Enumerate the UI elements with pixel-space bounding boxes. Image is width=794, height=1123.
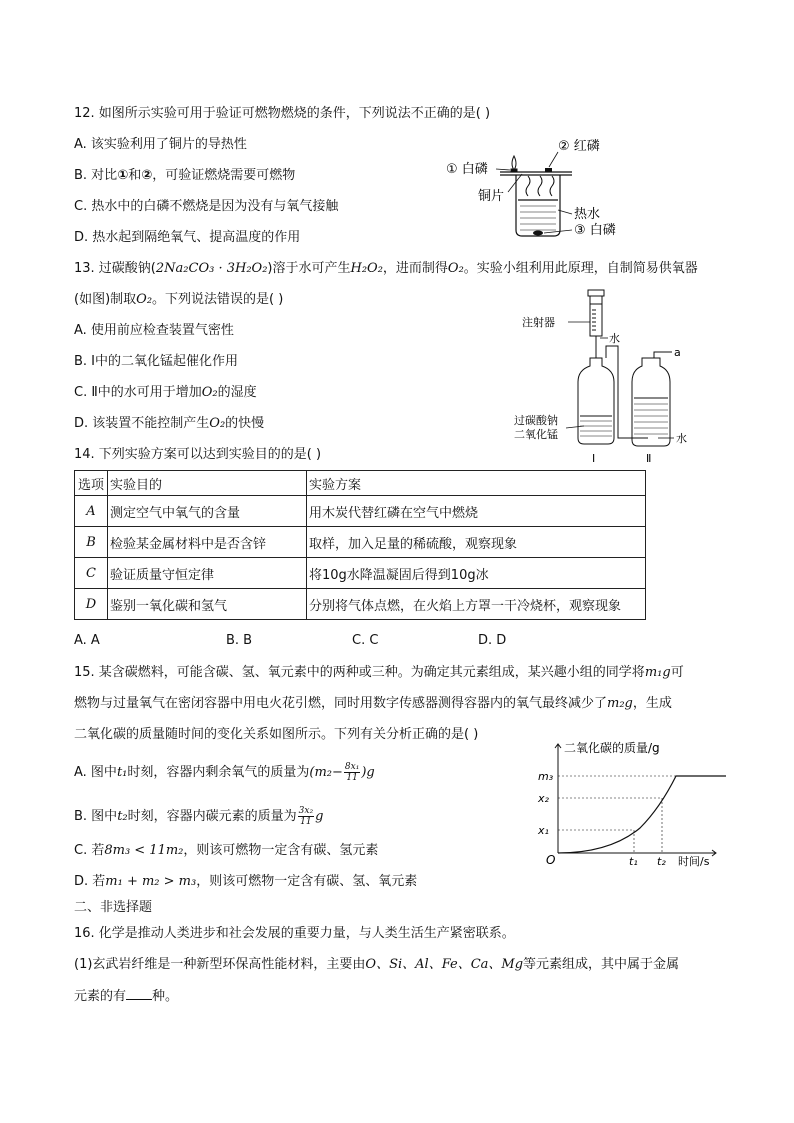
q15-line-3: 二氧化碳的质量随时间的变化关系如图所示。下列有关分析正确的是( ) <box>74 727 479 742</box>
q12-option-d: D. 热水起到隔绝氧气、提高温度的作用 <box>74 230 301 245</box>
bottle-2 <box>632 352 672 446</box>
fig-label-red-phosphorus: ② 红磷 <box>558 139 600 154</box>
steam-lines <box>526 176 554 196</box>
red-phosphorus <box>545 168 552 172</box>
fig-label-copper: 铜片 <box>478 189 505 204</box>
label-reagent-1: 过碳酸钠 <box>514 414 558 427</box>
submerged-white-phosphorus <box>533 231 543 236</box>
tick-t2: t₂ <box>657 855 666 868</box>
tick-x1: x₁ <box>538 824 549 837</box>
q16-part-1: (1)玄武岩纤维是一种新型环保高性能材料，主要由O、Si、Al、Fe、Ca、Mg等元素组成，其中属于金属 <box>74 957 680 972</box>
chart-ylabel: 二氧化碳的质量/g <box>564 741 660 755</box>
chart-xlabel: 时间/s <box>678 855 710 868</box>
q14-choice-a: A. A <box>74 633 100 648</box>
label-water-1: 水 <box>609 332 620 345</box>
table-row: C 验证质量守恒定律 将10g水降温凝固后得到10g冰 <box>75 558 646 589</box>
q15-line-1: 15. 某含碳燃料，可能含碳、氢、氧元素中的两种或三种。为确定其元素组成，某兴趣小组的同学将m₁g可 <box>74 665 684 680</box>
q15-option-b: B. 图中t₂时刻，容器内碳元素的质量为 $\frac{\text{3x₂}}{11}$ g <box>74 806 324 827</box>
bottle-1 <box>578 358 614 444</box>
q14-choice-b: B. B <box>226 633 253 648</box>
tick-t1: t₁ <box>629 855 638 868</box>
tick-x2: x₂ <box>538 792 549 805</box>
co2-curve <box>558 776 726 853</box>
syringe <box>588 290 604 358</box>
label-water-2: 水 <box>676 432 687 445</box>
header-plan: 实验方案 <box>307 471 646 496</box>
fig-label-white-phosphorus-3: ③ 白磷 <box>574 223 616 238</box>
q13-option-b: B. Ⅰ中的二氧化锰起催化作用 <box>74 354 239 369</box>
chart-origin: O <box>546 853 556 867</box>
q16-part-1-cont: 元素的有 种。 <box>74 989 179 1004</box>
table-header-row <box>75 471 646 496</box>
q12-option-a: A. 该实验利用了铜片的导热性 <box>74 137 247 152</box>
q14-stem: 14. 下列实验方案可以达到实验目的的是( ) <box>74 447 322 462</box>
q15-line-2: 燃物与过量氧气在密闭容器中用电火花引燃，同时用数字传感器测得容器内的氧气最终减少了m₂g，生成 <box>74 696 672 711</box>
tick-m3: m₃ <box>538 770 554 783</box>
section-title: 二、非选择题 <box>74 900 153 915</box>
q15-option-a: A. 图中t₁时刻，容器内剩余氧气的质量为(m₂− $\frac{\text{8x₁}}{11}$ )g <box>74 762 375 783</box>
white-phosphorus-flame <box>511 156 517 172</box>
table-row: B 检验某金属材料中是否含锌 取样，加入足量的稀硫酸，观察现象 <box>75 527 646 558</box>
q12-option-b: B. 对比①和②，可验证燃烧需要可燃物 <box>74 168 296 183</box>
q14-choice-d: D. D <box>478 633 507 648</box>
q14-table <box>74 470 646 620</box>
q14-choice-c: C. C <box>352 633 379 648</box>
q13-stem: 13. 过碳酸钠(2Na₂CO₃ · 3H₂O₂)溶于水可产生H₂O₂，进而制得O₂。实验小组利用此原理，自制简易供氧器 <box>74 261 698 276</box>
fig-label-hot-water: 热水 <box>574 207 601 222</box>
q15-option-c: C. 若8m₃ < 11m₂，则该可燃物一定含有碳、氢元素 <box>74 843 379 858</box>
label-syringe: 注射器 <box>522 316 555 329</box>
label-outlet-a: a <box>674 346 681 359</box>
q15-option-d: D. 若m₁ + m₂ > m₃，则该可燃物一定含有碳、氢、氧元素 <box>74 874 418 889</box>
q16-stem: 16. 化学是推动人类进步和社会发展的重要力量，与人类生活生产紧密联系。 <box>74 926 515 941</box>
table-row: D 鉴别一氧化碳和氢气 分别将气体点燃，在火焰上方罩一干冷烧杯，观察现象 <box>75 589 646 620</box>
label-bottle-1: Ⅰ <box>592 452 596 465</box>
q12-option-c: C. 热水中的白磷不燃烧是因为没有与氧气接触 <box>74 199 339 214</box>
q13-option-d: D. 该装置不能控制产生O₂的快慢 <box>74 416 265 431</box>
q12-figure <box>440 130 640 245</box>
q12-stem: 12. 如图所示实验可用于验证可燃物燃烧的条件，下列说法不正确的是( ) <box>74 106 491 121</box>
q13-option-c: C. Ⅱ中的水可用于增加O₂的湿度 <box>74 385 257 400</box>
q13-figure <box>508 286 708 468</box>
answer-blank[interactable] <box>126 987 152 1000</box>
q15-chart <box>530 738 726 868</box>
label-reagent-2: 二氧化锰 <box>514 428 558 441</box>
fig-label-white-phosphorus-1: ① 白磷 <box>446 162 488 177</box>
label-bottle-2: Ⅱ <box>646 452 652 465</box>
q13-option-a: A. 使用前应检查装置气密性 <box>74 323 234 338</box>
q13-stem-2: (如图)制取O₂。下列说法错误的是( ) <box>74 292 284 307</box>
table-row: A 测定空气中氧气的含量 用木炭代替红磷在空气中燃烧 <box>75 496 646 527</box>
header-goal: 实验目的 <box>108 471 307 496</box>
header-option: 选项 <box>75 471 108 496</box>
